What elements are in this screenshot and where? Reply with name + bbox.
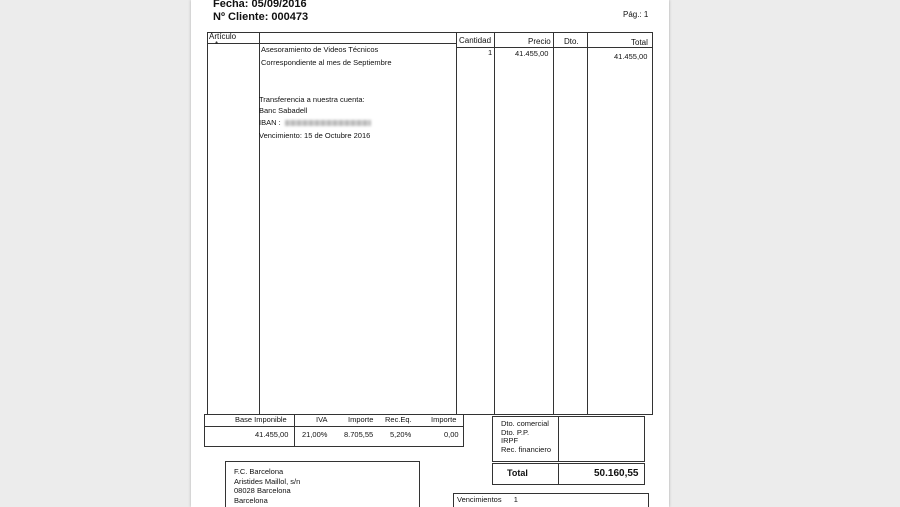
vencimientos-line [457,495,518,504]
address-city: Barcelona [234,495,268,505]
left-background [0,0,192,507]
client-label: Nº Cliente: [213,11,269,23]
adjustments-labels [501,420,551,454]
row-precio: 41.455,00 [515,49,549,58]
header-total: Total [631,38,648,47]
invoice-page [191,0,669,507]
address-lines [234,467,300,505]
row-articulo: * [215,40,219,49]
header-dto: Dto. [564,37,579,46]
adj-irpf: IRPF [501,436,519,446]
tax-base-value: 41.455,00 [255,430,289,439]
right-background [670,0,900,507]
date-line [213,0,307,10]
adj-dto-pp: Dto. P.P. [501,427,530,437]
adj-rec-financiero: Rec. financiero [501,444,552,454]
row-cantidad: 1 [488,48,493,57]
total-label: Total [507,468,528,478]
row-description-2: Correspondiente al mes de Septiembre [261,58,392,67]
iban-label: IBAN : [259,118,281,127]
header-precio: Precio [528,37,551,46]
tax-header-importe-2: Importe [431,415,457,424]
tax-header-base: Base Imponible [235,415,287,424]
payment-iban [259,118,371,127]
header-cantidad: Cantidad [459,36,492,45]
payment-line: Transferencia a nuestra cuenta: [259,95,365,104]
row-total: 41.455,00 [614,52,648,61]
tax-header-iva: IVA [316,415,328,424]
page-number: Pág.: 1 [623,10,649,19]
payment-bank: Banc Sabadell [259,106,308,115]
vencimientos-count: 1 [513,495,518,504]
client-line [213,11,308,23]
address-street: Aristides Maillol, s/n [234,476,301,486]
tax-receq-value: 5,20% [390,430,412,439]
total-value: 50.160,55 [594,468,639,479]
tax-importe-2-value: 0,00 [444,430,459,439]
client-value: 000473 [271,11,309,23]
adj-dto-comercial: Dto. comercial [501,419,549,428]
tax-importe-value: 8.705,55 [344,430,374,439]
address-name: F.C. Barcelona [234,467,284,476]
header-articulo: Artículo [209,32,237,41]
iban-redacted [285,120,371,126]
tax-iva-value: 21,00% [302,430,328,439]
vencimientos-label: Vencimientos [457,495,502,504]
date-value: 05/09/2016 [251,0,307,10]
tax-header-receq: Rec.Eq. [385,415,412,424]
payment-due: Vencimiento: 15 de Octubre 2016 [259,131,371,140]
tax-header-importe: Importe [348,415,374,424]
row-description-1: Asesoramiento de Videos Técnicos [261,45,379,54]
address-postal: 08028 Barcelona [234,486,291,495]
date-label: Fecha: [213,0,249,10]
